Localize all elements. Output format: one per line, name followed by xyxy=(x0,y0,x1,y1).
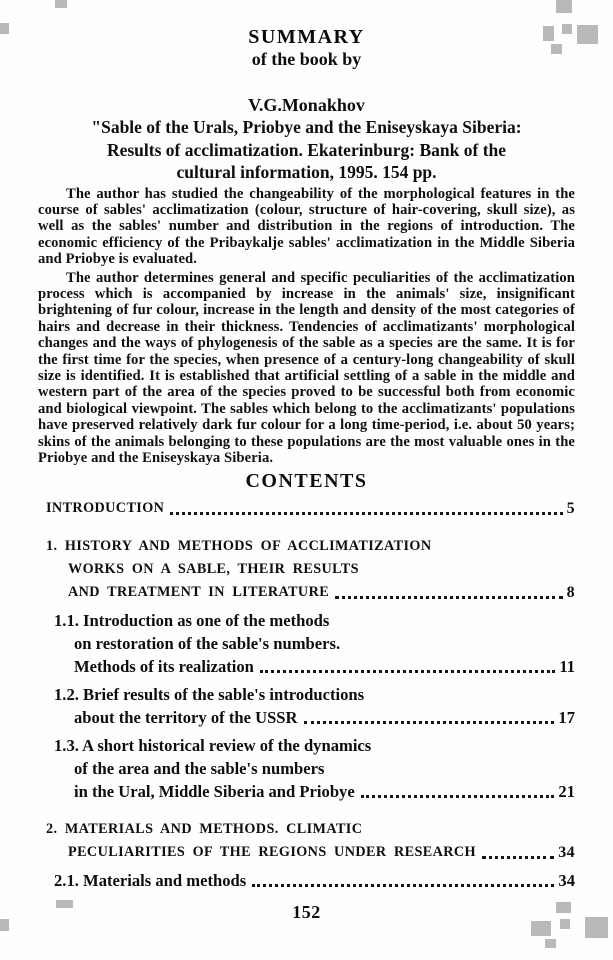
toc-page-number: 5 xyxy=(566,500,575,518)
book-title-line: "Sable of the Urals, Priobye and the Eniseyskaya Siberia: xyxy=(91,117,522,137)
scan-artifact-top-right xyxy=(556,0,572,13)
summary-paragraph: The author has studied the changeability of the morphological features in the course of sables' acclimatization (colour, structure of hair-covering, skull size), as well as the sables' number and distribution in the regions of introduction. The economic efficiency of the Pribaykalje sables' acclimatization in the Middle Siberia and Priobye is evaluated. xyxy=(38,185,575,268)
toc-leader-row xyxy=(74,706,575,729)
scan-artifact-top-right xyxy=(577,25,598,44)
toc-label: PECULIARITIES OF THE REGIONS UNDER RESEARCH xyxy=(68,844,476,861)
toc-entry-1-3 xyxy=(54,734,575,803)
scan-artifact-bottom-right xyxy=(585,917,608,938)
scan-artifact-bottom-right xyxy=(531,921,551,936)
dot-leader xyxy=(252,884,554,887)
table-of-contents xyxy=(38,497,575,892)
toc-entry-1-2 xyxy=(54,683,575,729)
summary-paragraph: The author determines general and specific peculiarities of the acclimatization process which is accompanied by increase in the animals' size, insignificant brightening of fur colour, increase in the length and density of the most categories of hairs and decrease in their thickness. Tendencies of acclimatizants' morphological changes and the ways of phylogenesis of the sable as a species are the same. It is for the first time for the species, when presence of a century-long changeability of skull size is identified. It is established that artificial settling of a sable in the middle and western part of the area of the species proved to be successful both from economic and biological viewpoint. The sables which belong to the acclimatizants' populations have preserved relatively dark fur colour for a long time-period, i.e. about 50 years; skins of the animals belonging to these populations are the most valuable ones in the Priobye and the Eniseyskaya Siberia. xyxy=(38,269,575,466)
toc-leader-row xyxy=(46,497,575,520)
toc-page-number: 21 xyxy=(558,782,575,802)
toc-label: 2.1. Materials and methods xyxy=(54,871,247,891)
toc-page-number: 34 xyxy=(558,871,575,891)
toc-leader-row xyxy=(74,780,575,803)
toc-page-number: 8 xyxy=(566,584,575,602)
dot-leader xyxy=(361,795,555,798)
toc-label: 2. MATERIALS AND METHODS. CLIMATIC xyxy=(46,821,363,838)
scan-artifact-bottom-left xyxy=(0,919,9,931)
toc-leader-row xyxy=(54,869,575,892)
toc-label: about the territory of the USSR xyxy=(74,708,298,728)
toc-label: AND TREATMENT IN LITERATURE xyxy=(68,584,330,601)
dot-leader xyxy=(482,856,554,859)
folio-page-number: 152 xyxy=(292,902,321,923)
toc-entry-2-1 xyxy=(54,869,575,892)
toc-page-number: 11 xyxy=(559,657,575,677)
toc-leader-row xyxy=(68,841,575,864)
scan-artifact-top-right xyxy=(551,44,562,54)
toc-label: INTRODUCTION xyxy=(46,500,165,517)
scan-artifact-top-left xyxy=(0,23,9,34)
toc-page-number: 17 xyxy=(558,708,575,728)
book-title-line: Results of acclimatization. Ekaterinburg: Bank of the xyxy=(106,139,507,160)
toc-leader-row xyxy=(74,655,575,678)
toc-label: in the Ural, Middle Siberia and Priobye xyxy=(74,782,355,802)
toc-label: WORKS ON A SABLE, THEIR RESULTS xyxy=(68,561,359,578)
toc-leader-row xyxy=(68,581,575,604)
scan-artifact-bottom-right xyxy=(545,939,556,948)
toc-label: of the area and the sable's numbers xyxy=(74,759,325,779)
book-title-line: cultural information, 1995. 154 pp. xyxy=(176,162,437,182)
contents-heading: CONTENTS xyxy=(245,470,368,493)
toc-label: 1.2. Brief results of the sable's introductions xyxy=(54,685,365,705)
toc-label: Methods of its realization xyxy=(74,657,254,677)
scan-artifact-bottom-right xyxy=(556,902,571,913)
scan-artifact-bottom-left xyxy=(56,900,73,908)
toc-label: 1.1. Introduction as one of the methods xyxy=(54,611,330,631)
scan-artifact-top-right xyxy=(543,26,554,41)
scan-artifact-top-right xyxy=(562,24,572,34)
dot-leader xyxy=(304,721,555,724)
toc-entry-1-1 xyxy=(54,609,575,678)
toc-label: on restoration of the sable's numbers. xyxy=(74,634,341,654)
page-title: SUMMARY xyxy=(248,26,365,48)
toc-page-number: 34 xyxy=(558,844,575,862)
page-subtitle: of the book by xyxy=(251,49,362,69)
toc-entry-history xyxy=(46,535,575,604)
toc-label: 1.3. A short historical review of the dynamics xyxy=(54,736,372,756)
toc-entry-materials xyxy=(46,818,575,864)
scan-artifact-bottom-right xyxy=(560,919,570,929)
dot-leader xyxy=(260,670,555,673)
scan-artifact-top-left xyxy=(55,0,67,8)
dot-leader xyxy=(170,512,562,515)
toc-entry-introduction xyxy=(46,497,575,520)
toc-label: 1. HISTORY AND METHODS OF ACCLIMATIZATION xyxy=(46,538,432,555)
dot-leader xyxy=(335,596,563,599)
author-name: V.G.Monakhov xyxy=(248,95,365,115)
